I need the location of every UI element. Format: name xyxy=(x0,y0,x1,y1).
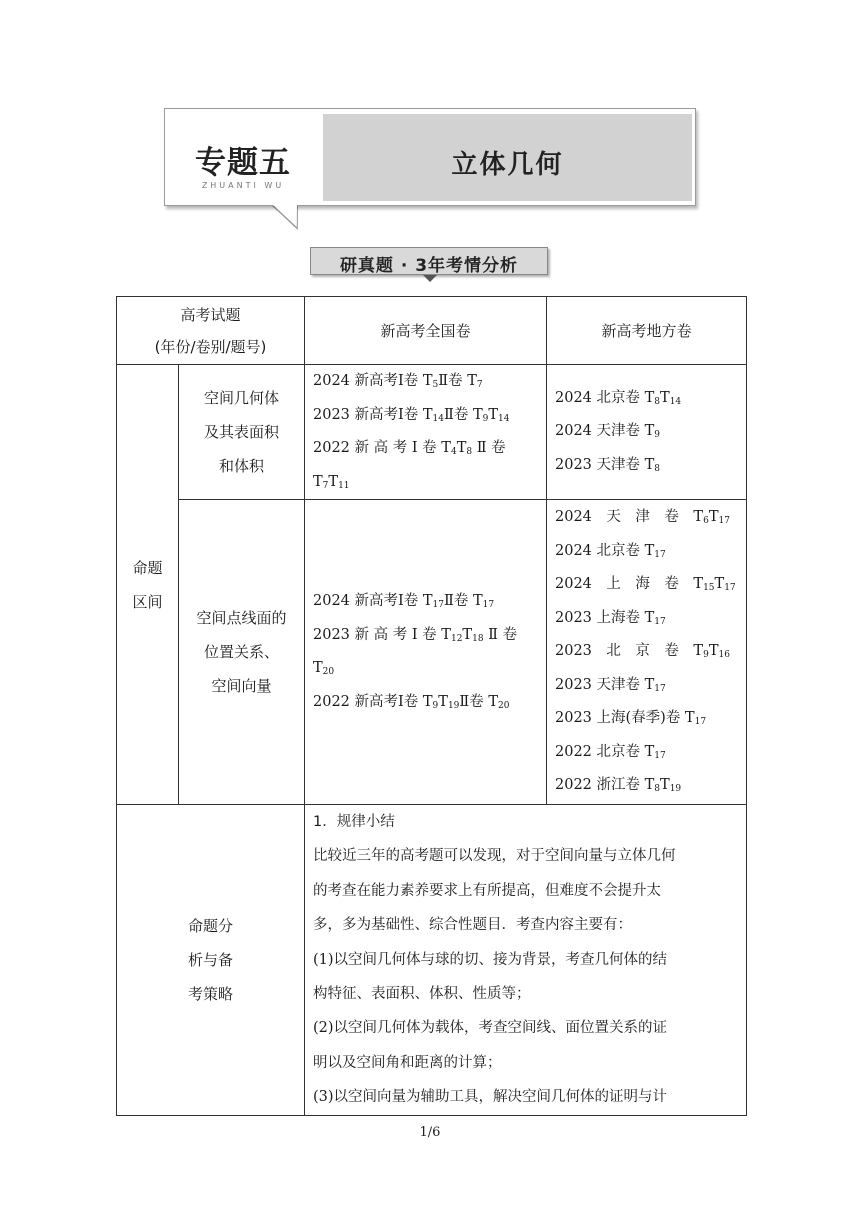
strategy-content-cell xyxy=(305,805,747,1116)
strategy-line: (1)以空间几何体与球的切、接为背景，考查几何体的结 xyxy=(313,951,668,968)
local-cell xyxy=(547,365,747,500)
local-cell xyxy=(547,500,747,805)
header-cell-national: 新高考全国卷 xyxy=(305,297,547,365)
chapter-title: 立体几何 xyxy=(451,150,564,180)
strategy-line: 构特征、表面积、体积、性质等； xyxy=(313,986,531,1003)
topic-line: 空间几何体 xyxy=(203,389,279,407)
topic-cell xyxy=(179,365,305,500)
banner-frame xyxy=(164,108,696,206)
exam-entry: 2023 新 高 考 Ⅰ 卷 $T_{12}T_{18}$ Ⅱ 卷 xyxy=(313,626,518,644)
national-cell xyxy=(305,365,547,500)
topic-line: 位置关系、 xyxy=(203,643,279,661)
strategy-line: 比较近三年的高考题可以发现，对于空间向量与立体几何 xyxy=(313,848,676,865)
exam-entry: 2024 北京卷 $T_8T_{14}$ xyxy=(555,389,682,407)
exam-entry: 2024 新高考Ⅰ卷 $T_{17}Ⅱ$卷 $T_{17}$ xyxy=(313,593,495,610)
exam-entry: 2022 浙江卷 $T_8T_{19}$ xyxy=(555,777,682,795)
strategy-label-line: 析与备 xyxy=(187,950,233,969)
strategy-heading: 1．规律小结 xyxy=(313,814,395,830)
exam-entry: 2024 上 海 卷 $T_{15}T_{17}$ xyxy=(555,576,736,594)
exam-entry: $T_{20}$ xyxy=(313,660,335,677)
banner-title-block xyxy=(323,114,692,201)
exam-entry: 2024 新高考Ⅰ卷 $T_5Ⅱ$卷 $T_7$ xyxy=(313,373,483,390)
topic-cell xyxy=(179,500,305,805)
strategy-label-line: 考策略 xyxy=(187,984,233,1003)
topic-line: 空间向量 xyxy=(211,677,272,695)
table-row xyxy=(117,500,747,805)
strategy-line: 多，多为基础性、综合性题目．考查内容主要有： xyxy=(313,917,632,934)
section-arrow-icon xyxy=(423,275,437,282)
chapter-pinyin: ZHUANTI WU xyxy=(201,181,285,190)
national-cell xyxy=(305,500,547,805)
exam-analysis-table xyxy=(116,296,747,1116)
page-number: 1/6 xyxy=(419,1125,441,1140)
exam-entry: 2023 新高考Ⅰ卷 $T_{14}Ⅱ$卷 $T_9T_{14}$ xyxy=(313,406,510,424)
strategy-label-line: 命题分 xyxy=(187,916,233,935)
topic-line: 空间点线面的 xyxy=(196,609,287,627)
exam-entry: 2022 新高考Ⅰ卷 $T_9T_{19}Ⅱ$卷 $T_{20}$ xyxy=(313,693,510,711)
table-row xyxy=(117,365,747,500)
section-label-box xyxy=(310,247,548,275)
exam-entry: 2022 北京卷 $T_{17}$ xyxy=(555,743,666,761)
banner-chapter-block xyxy=(165,109,321,205)
group-label-line: 区间 xyxy=(132,592,163,611)
exam-entry: 2024 天 津 卷 $T_6T_{17}$ xyxy=(555,509,730,527)
strategy-line: 的考查在能力素养要求上有所提高，但难度不会提升太 xyxy=(313,882,661,899)
exam-entry: 2024 北京卷 $T_{17}$ xyxy=(555,542,666,560)
exam-entry: 2022 新 高 考 Ⅰ 卷 $T_4T_8$ Ⅱ 卷 xyxy=(313,440,506,457)
table-header-row xyxy=(117,297,747,365)
strategy-line: (3)以空间向量为辅助工具，解决空间几何体的证明与计 xyxy=(313,1089,668,1106)
header-cell-local: 新高考地方卷 xyxy=(547,297,747,365)
section-label-text: 研真题 · 3年考情分析 xyxy=(339,256,519,276)
exam-entry: 2023 天津卷 $T_{17}$ xyxy=(555,676,666,694)
section-label xyxy=(310,247,550,277)
strategy-line: 明以及空间角和距离的计算； xyxy=(313,1054,502,1071)
exam-entry: 2023 天津卷 $T_8$ xyxy=(555,456,661,474)
exam-entry: $T_7T_{11}$ xyxy=(313,473,350,491)
exam-entry: 2023 北 京 卷 $T_9T_{16}$ xyxy=(555,643,730,661)
topic-line: 和体积 xyxy=(218,457,264,475)
table-row xyxy=(117,805,747,1116)
topic-line: 及其表面积 xyxy=(203,423,279,441)
header-cell-exam xyxy=(117,297,305,365)
strategy-line: (2)以空间几何体为载体，考查空间线、面位置关系的证 xyxy=(313,1020,668,1037)
group-label-cell xyxy=(117,365,179,805)
chapter-banner xyxy=(164,108,696,206)
header-exam-line2: (年份/卷别/题号) xyxy=(154,337,267,356)
exam-entry: 2023 上海卷 $T_{17}$ xyxy=(555,609,666,627)
strategy-label-cell xyxy=(117,805,305,1116)
group-label-line: 命题 xyxy=(132,558,163,577)
header-exam-line1: 高考试题 xyxy=(180,305,241,324)
chapter-number: 专题五 xyxy=(195,145,291,181)
exam-entry: 2024 天津卷 $T_9$ xyxy=(555,423,661,441)
exam-entry: 2023 上海(春季)卷 $T_{17}$ xyxy=(555,710,707,728)
